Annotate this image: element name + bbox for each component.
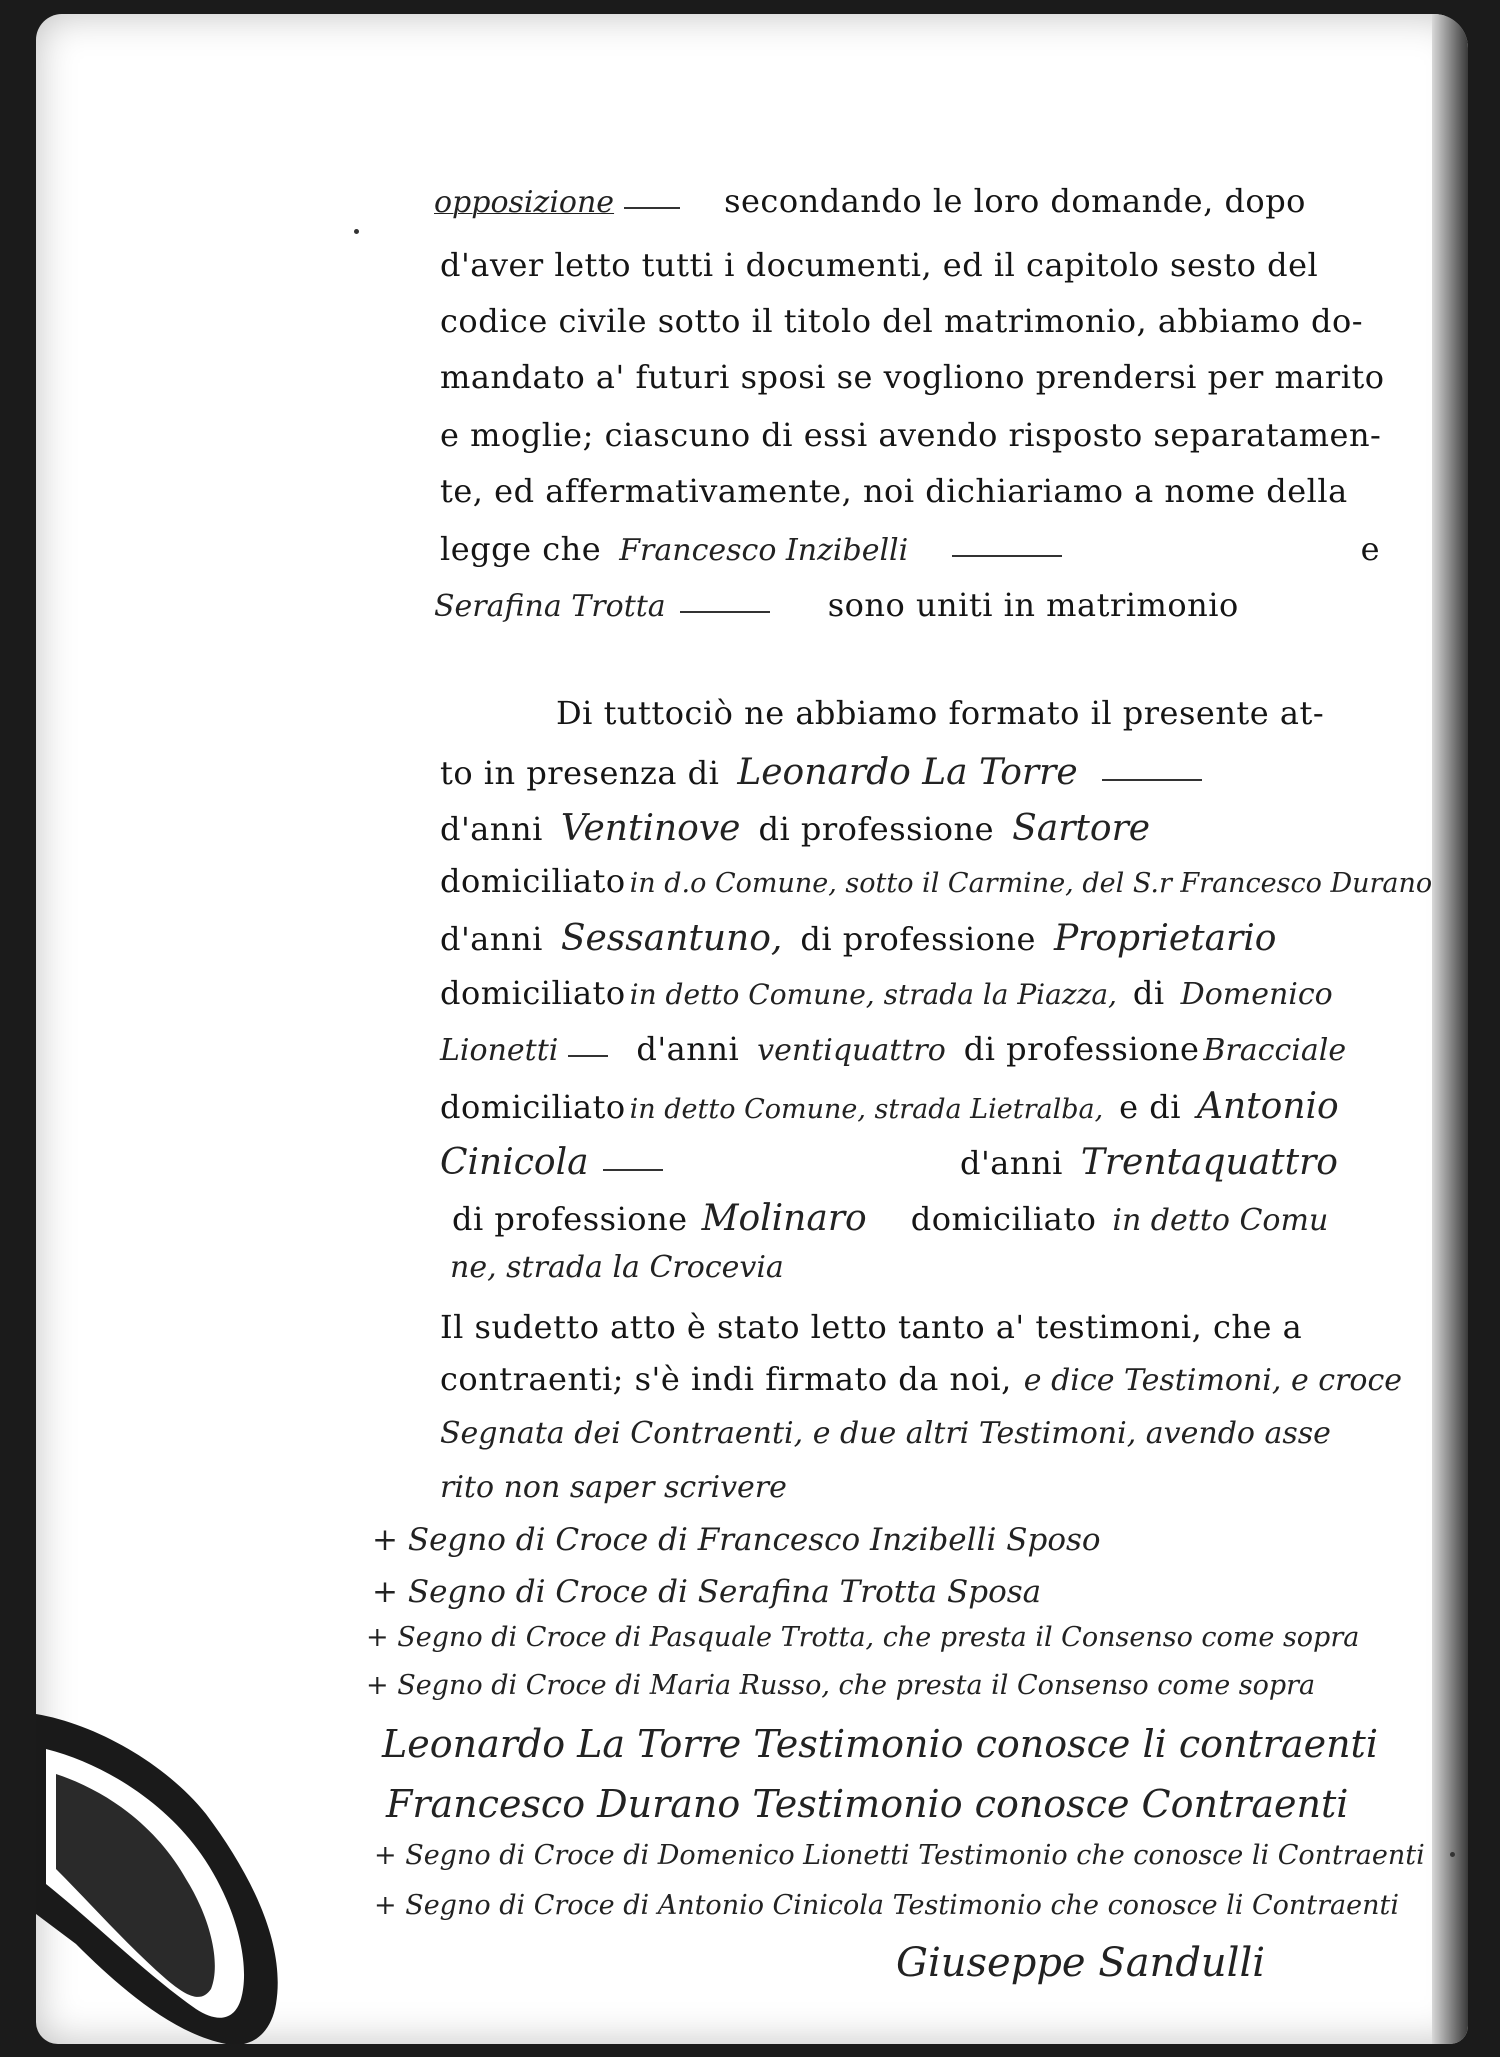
text-line-14 (440, 974, 1333, 1012)
fill-dash (680, 611, 770, 613)
text-line-23: rito non saper scrivere (440, 1470, 787, 1505)
printed-text: d'anni (636, 1030, 740, 1068)
signature-witness-1: Leonardo La Torre Testimonio conosce li contraenti (382, 1722, 1378, 1766)
printed-text: domiciliato (440, 974, 626, 1012)
handwritten-profession: Molinaro (701, 1198, 867, 1239)
signature-officer: Giuseppe Sandulli (896, 1940, 1266, 1986)
ink-stain-mark (36, 1704, 366, 2044)
handwritten-age: Sessantuno, (560, 918, 783, 959)
printed-text: di professione (800, 920, 1036, 958)
handwritten-witness-3-name: Domenico (1180, 977, 1333, 1012)
signature-consent-1: + Segno di Croce di Pasquale Trotta, che presta il Consenso come sopra (366, 1622, 1360, 1653)
handwritten-groom-name: Francesco Inzibelli (619, 533, 909, 568)
text-line-1 (434, 182, 1306, 220)
text-line-22: Segnata dei Contraenti, e due altri Testimoni, avendo asse (440, 1416, 1331, 1451)
text-line-15 (440, 1030, 1346, 1068)
text-line-18 (452, 1198, 1328, 1239)
printed-text: secondando le loro domande, dopo (724, 182, 1306, 220)
printed-text: di professione (758, 810, 995, 848)
text-line-9: Di tuttociò ne abbiamo formato il presente at- (556, 694, 1325, 732)
text-line-13 (440, 918, 1276, 959)
printed-text: sono uniti in matrimonio (827, 586, 1239, 624)
handwritten-domicile: in detto Comune, strada Lietralba, (629, 1094, 1104, 1125)
text-line-2: d'aver letto tutti i documenti, ed il capitolo sesto del (440, 246, 1319, 284)
fill-dash (1102, 779, 1202, 781)
printed-text: di professione (963, 1030, 1200, 1068)
margin-mark (1450, 1852, 1455, 1857)
handwritten-domicile: in d.o Comune, sotto il Carmine, del S.r Francesco Durano (629, 868, 1433, 899)
document-page (36, 14, 1468, 2044)
fill-dash (603, 1169, 663, 1171)
printed-text: legge che (440, 530, 602, 568)
handwritten-profession: Bracciale (1203, 1033, 1347, 1068)
handwritten-domicile: in detto Comu (1112, 1203, 1329, 1238)
printed-text: e di (1119, 1088, 1181, 1126)
handwritten-age: Trentaquattro (1080, 1142, 1338, 1183)
text-line-3: codice civile sotto il titolo del matrimonio, abbiamo do- (440, 302, 1364, 340)
printed-text: di (1132, 974, 1165, 1012)
handwritten-witness-4-name: Antonio (1197, 1086, 1339, 1127)
handwritten-profession: Sartore (1012, 808, 1151, 849)
text-line-21 (440, 1360, 1402, 1398)
printed-text: d'anni (960, 1144, 1063, 1182)
handwritten-bride-name: Serafina Trotta (434, 589, 666, 624)
handwritten-profession: Proprietario (1053, 918, 1277, 959)
printed-text: domiciliato (440, 1088, 626, 1126)
printed-text: d'anni (440, 810, 543, 848)
signature-bride: + Segno di Croce di Serafina Trotta Sposa (372, 1574, 1042, 1610)
printed-text: di professione (452, 1200, 688, 1238)
margin-mark (354, 229, 359, 234)
text-line-11 (440, 808, 1150, 849)
printed-text: domiciliato (440, 862, 626, 900)
handwritten-witness-1-name: Leonardo La Torre (737, 752, 1078, 793)
printed-text: to in presenza di (440, 754, 720, 792)
signature-witness-4: + Segno di Croce di Antonio Cinicola Testimonio che conosce li Contraenti (374, 1890, 1400, 1921)
fill-dash (952, 555, 1062, 557)
handwritten-age: Ventinove (560, 808, 741, 849)
text-line-5: e moglie; ciascuno di essi avendo risposto separatamen- (440, 416, 1382, 454)
signature-groom: + Segno di Croce di Francesco Inzibelli Sposo (372, 1522, 1101, 1558)
handwritten-domicile: ne, strada la Crocevia (450, 1250, 784, 1285)
handwritten-surname: Lionetti (440, 1033, 559, 1068)
printed-text: d'anni (440, 920, 543, 958)
text-line-12 (440, 862, 1432, 900)
text-line-8 (434, 586, 1239, 624)
fill-dash (624, 207, 680, 209)
text-line-4: mandato a' futuri sposi se vogliono prendersi per marito (440, 358, 1385, 396)
text-line-16 (440, 1086, 1339, 1127)
page-edge-shadow (1432, 14, 1468, 2044)
printed-text: domiciliato (910, 1200, 1097, 1238)
text-line-20: Il sudetto atto è stato letto tanto a' testimoni, che a (440, 1308, 1303, 1346)
handwritten-surname: Cinicola (440, 1142, 589, 1183)
printed-text: e (1360, 530, 1380, 568)
text-line-17 (440, 1142, 1360, 1183)
printed-text: contraenti; s'è indi firmato da noi, (440, 1360, 1012, 1398)
signature-consent-2: + Segno di Croce di Maria Russo, che presta il Consenso come sopra (366, 1670, 1316, 1701)
signature-witness-3: + Segno di Croce di Domenico Lionetti Testimonio che conosce li Contraenti (374, 1840, 1425, 1871)
text-line-10 (440, 752, 1202, 793)
signature-witness-2: Francesco Durano Testimonio conosce Contraenti (386, 1782, 1349, 1826)
handwritten-domicile: in detto Comune, strada la Piazza, (629, 978, 1117, 1011)
handwritten-age: ventiquattro (757, 1033, 946, 1068)
fill-dash (568, 1055, 608, 1057)
handwritten-note: e dice Testimoni, e croce (1023, 1363, 1403, 1398)
handwritten-field-opposition: opposizione (434, 185, 615, 220)
text-line-19 (450, 1250, 784, 1285)
text-line-6: te, ed affermativamente, noi dichiariamo a nome della (440, 472, 1348, 510)
text-line-7 (440, 530, 1380, 568)
